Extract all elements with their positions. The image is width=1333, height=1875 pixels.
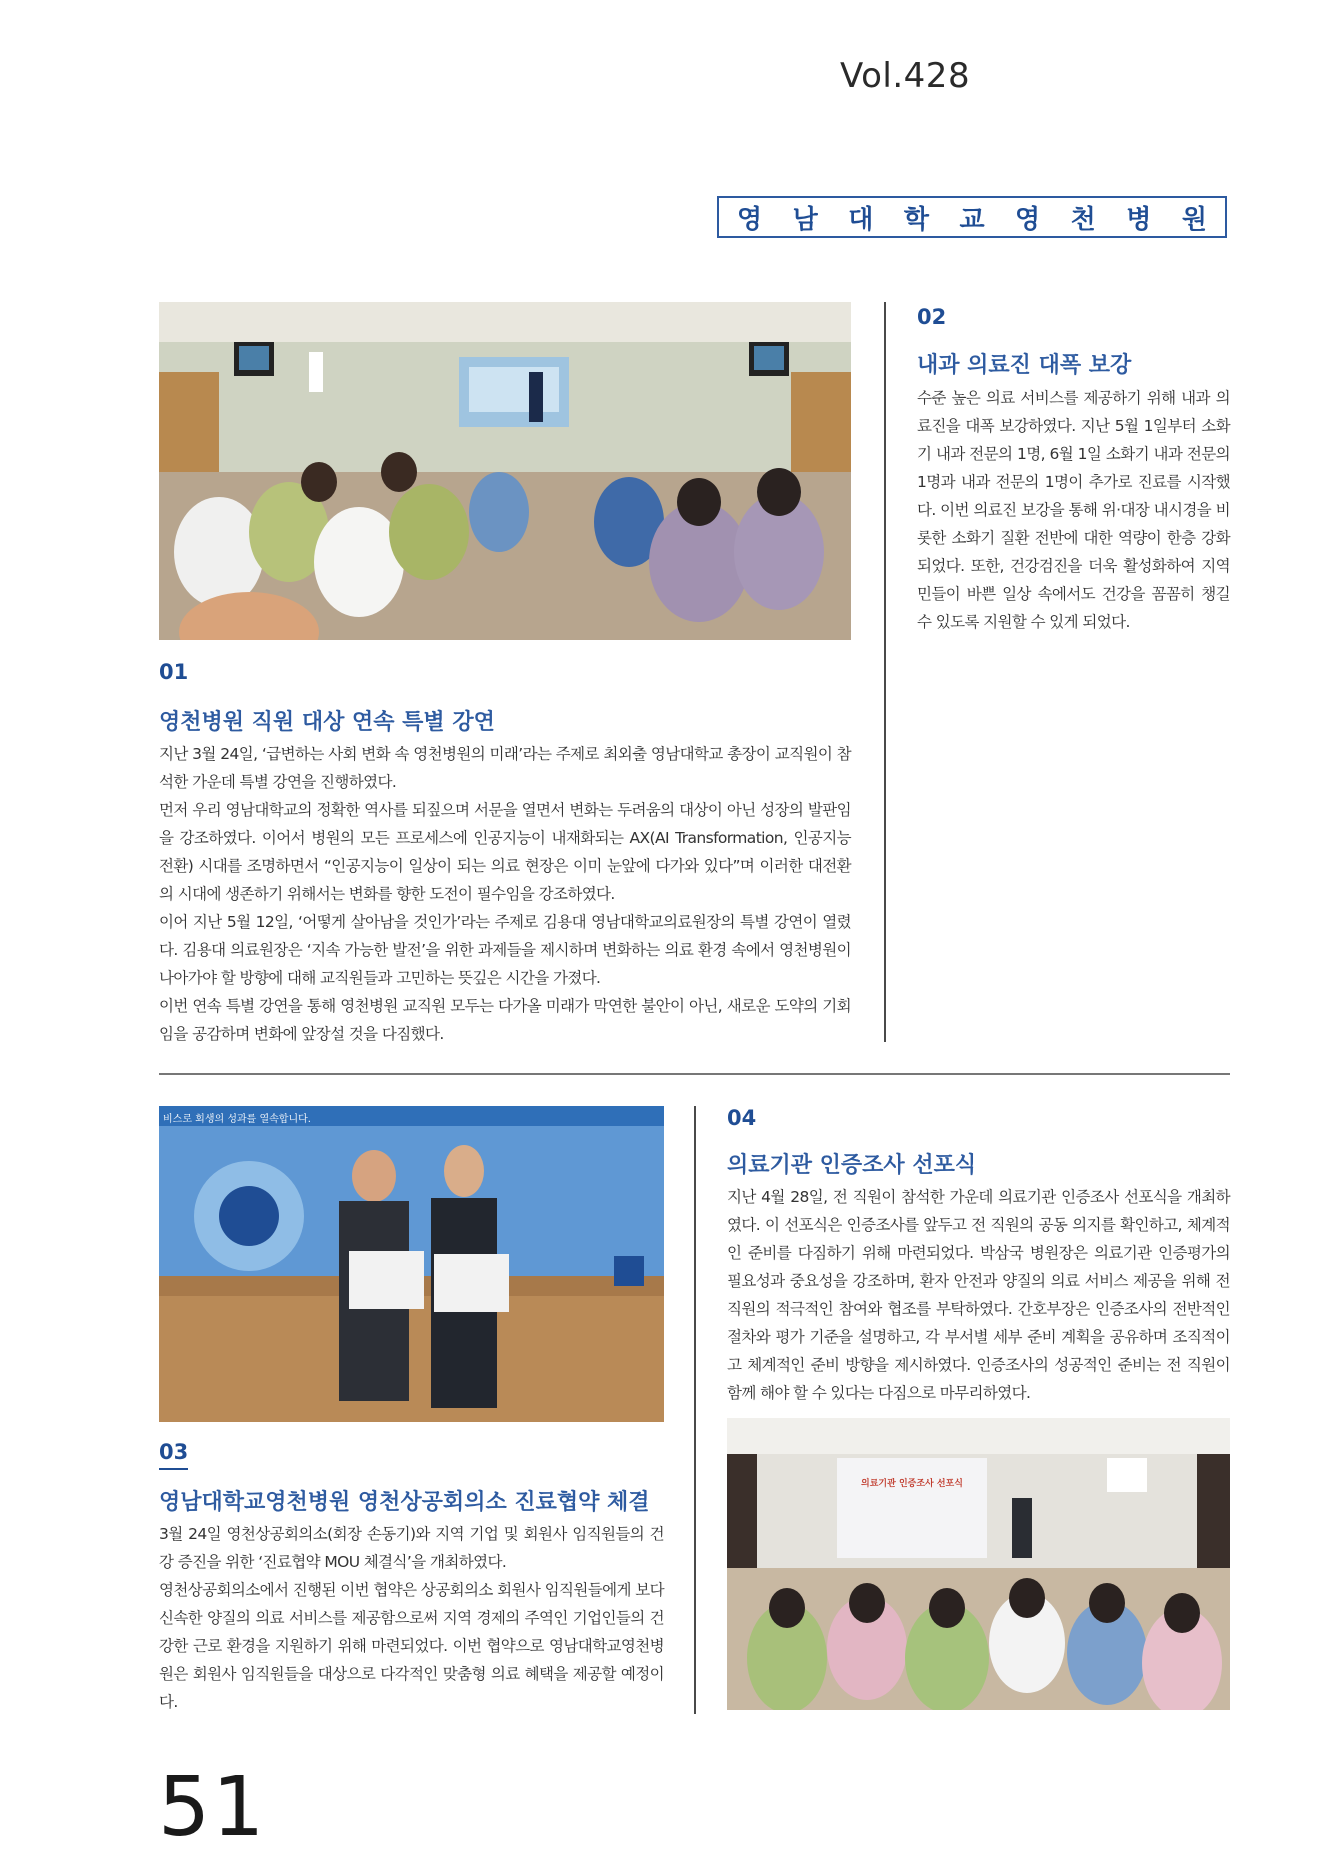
article-body xyxy=(917,384,1230,636)
hospital-name-box xyxy=(717,196,1227,238)
paragraph: 먼저 우리 영남대학교의 정확한 역사를 되짚으며 서문을 열면서 변화는 두려움의 대상이 아닌 성장의 발판임을 강조하였다. 이어서 병원의 모든 프로세스에 인공지능이 내재화되는 AX(AI Transformation, 인공지능 전환) 시대를 조명하면서 “인공지능이 일상이 되는 의료 현장은 이미 눈앞에 다가와 있다”며 이러한 대전환의 시대에 생존하기 위해서는 변화를 향한 도전이 필수임을 강조하였다. xyxy=(159,801,851,903)
page-number: 51 xyxy=(158,1760,267,1855)
paragraph: 수준 높은 의료 서비스를 제공하기 위해 내과 의료진을 대폭 보강하였다. 지난 5월 1일부터 소화기 내과 전문의 1명, 6월 1일 소화기 내과 전문의 1명과 내과 전문의 1명이 추가로 진료를 시작했다. 이번 의료진 보강을 통해 위·대장 내시경을 비롯한 소화기 질환 전반에 대한 역량이 한층 강화되었다. 또한, 건강검진을 더욱 활성화하여 지역민들이 바쁜 일상 속에서도 건강을 꼼꼼히 챙길 수 있도록 지원할 수 있게 되었다. xyxy=(917,389,1230,631)
paragraph: 이어 지난 5월 12일, ‘어떻게 살아남을 것인가’라는 주제로 김용대 영남대학교의료원장의 특별 강연이 열렸다. 김용대 의료원장은 ‘지속 가능한 발전’을 위한 과제들을 제시하며 변화하는 의료 환경 속에서 영천병원이 나아가야 할 방향에 대해 교직원들과 고민하는 뜻깊은 시간을 가졌다. xyxy=(159,913,851,987)
article-body xyxy=(727,1183,1230,1407)
ceremony-photo xyxy=(727,1418,1230,1710)
hospital-char: 천 xyxy=(1070,204,1096,235)
column-divider xyxy=(694,1106,696,1714)
column-divider xyxy=(884,302,886,1042)
article-title: 영남대학교영천병원 영천상공회의소 진료협약 체결 xyxy=(159,1490,650,1515)
section-divider xyxy=(159,1073,1230,1075)
article-title: 의료기관 인증조사 선포식 xyxy=(727,1153,977,1178)
article-body xyxy=(159,740,851,1048)
lecture-photo xyxy=(159,302,851,640)
hospital-char: 영 xyxy=(1015,204,1041,235)
article-number: 03 xyxy=(159,1440,188,1470)
hospital-char: 영 xyxy=(737,204,763,235)
paragraph: 지난 4월 28일, 전 직원이 참석한 가운데 의료기관 인증조사 선포식을 개최하였다. 이 선포식은 인증조사를 앞두고 전 직원의 공동 의지를 확인하고, 체계적인 준비를 다짐하기 위해 마련되었다. 박삼국 병원장은 의료기관 인증평가의 필요성과 중요성을 강조하며, 환자 안전과 양질의 의료 서비스 제공을 위해 전 직원의 적극적인 참여와 협조를 부탁하였다. 간호부장은 인증조사의 전반적인 절차와 평가 기준을 설명하고, 각 부서별 세부 준비 계획을 공유하며 조직적이고 체계적인 준비 방향을 제시하였다. 인증조사의 성공적인 준비는 전 직원이 함께 해야 할 수 있다는 다짐으로 마무리하였다. xyxy=(727,1188,1230,1402)
paragraph: 영천상공회의소에서 진행된 이번 협약은 상공회의소 회원사 임직원들에게 보다 신속한 양질의 의료 서비스를 제공함으로써 지역 경제의 주역인 기업인들의 건강한 근로 환경을 지원하기 위해 마련되었다. 이번 협약으로 영남대학교영천병원은 회원사 임직원들을 대상으로 다각적인 맞춤형 의료 혜택을 제공할 예정이다. xyxy=(159,1581,664,1711)
paragraph: 3월 24일 영천상공회의소(회장 손동기)와 지역 기업 및 회원사 임직원들의 건강 증진을 위한 ‘진료협약 MOU 체결식’을 개최하였다. xyxy=(159,1525,664,1571)
article-number: 04 xyxy=(727,1106,757,1130)
article-body xyxy=(159,1520,664,1716)
screen-text: 의료기관 인증조사 선포식 xyxy=(861,1479,963,1489)
hospital-char: 원 xyxy=(1181,204,1207,235)
mou-photo xyxy=(159,1106,664,1422)
article-number: 02 xyxy=(917,305,947,329)
hospital-char: 병 xyxy=(1126,204,1152,235)
hospital-char: 남 xyxy=(792,204,818,235)
article-number: 01 xyxy=(159,660,189,684)
article-title: 영천병원 직원 대상 연속 특별 강연 xyxy=(159,710,495,735)
volume-label: Vol.428 xyxy=(840,56,971,96)
paragraph: 지난 3월 24일, ‘급변하는 사회 변화 속 영천병원의 미래’라는 주제로 최외출 영남대학교 총장이 교직원이 참석한 가운데 특별 강연을 진행하였다. xyxy=(159,745,851,791)
hospital-char: 교 xyxy=(959,204,985,235)
hospital-char: 학 xyxy=(903,204,929,235)
hospital-char: 대 xyxy=(848,204,874,235)
photo-banner-text: 비스로 회생의 성과를 열속합니다. xyxy=(163,1114,311,1125)
paragraph: 이번 연속 특별 강연을 통해 영천병원 교직원 모두는 다가올 미래가 막연한 불안이 아닌, 새로운 도약의 기회임을 공감하며 변화에 앞장설 것을 다짐했다. xyxy=(159,997,851,1043)
article-title: 내과 의료진 대폭 보강 xyxy=(917,353,1132,378)
